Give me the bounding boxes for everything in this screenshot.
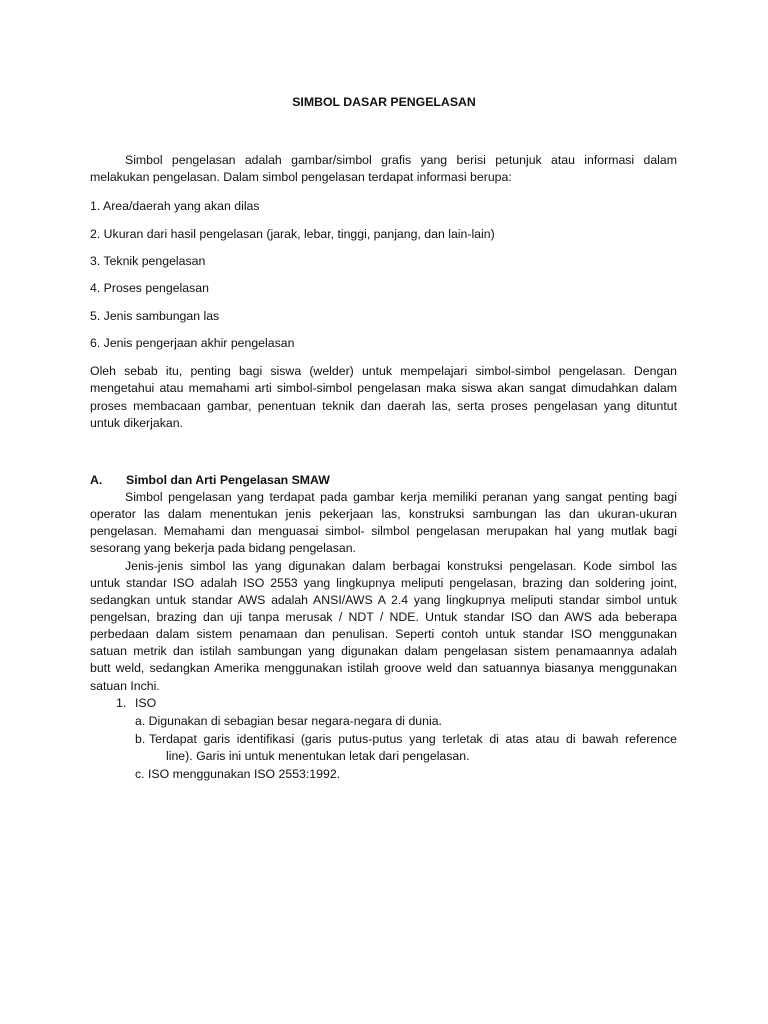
iso-item-b-marker: b. [135,732,146,746]
section-a-para2-line: Jenis-jenis simbol las yang digunakan dalam berbagai konstruksi pengelasan. Kode simbol las [125,559,677,573]
section-a-para2-line: butt weld, sedangkan Amerika menggunakan istilah groove weld dan satuannya biasanya menggunakan [90,661,677,675]
section-a-para2-line: pengelsan, brazing dan uji tanpa merusak / NDT / NDE. Untuk standar ISO dan AWS ada beberapa [90,610,677,624]
info-list-item: 6. Jenis pengerjaan akhir pengelasan [90,336,295,350]
info-list-item: 1. Area/daerah yang akan dilas [90,199,260,213]
section-a-para2-line: satuan metrik dan istilah sambungan yang digunakan dalam pengelasan sistem penamaannya adalah [90,644,677,658]
section-a-para2-line: satuan Inchi. [90,679,160,693]
section-a-para1-line: operator las dalam menentukan jenis pekerjaan las, konstruksi sambungan las dan ukuran-ukuran [90,507,677,521]
section-a-para2-line: untuk standar ISO adalah ISO 2553 yang lingkupnya meliputi pengelasan, brazing dan soldering joint, [90,576,677,590]
iso-item-b-line-2: line). Garis ini untuk menentukan letak dari pengelasan. [166,749,470,763]
iso-number: 1. [116,696,127,710]
iso-item-c: c. ISO menggunakan ISO 2553:1992. [135,767,341,781]
info-list-item: 5. Jenis sambungan las [90,309,220,323]
document-title: SIMBOL DASAR PENGELASAN [292,95,476,109]
intro-line-2: melakukan pengelasan. Dalam simbol pengelasan terdapat informasi berupa: [90,170,512,184]
intro-line-1: Simbol pengelasan adalah gambar/simbol grafis yang berisi petunjuk atau informasi dalam [125,153,677,167]
iso-item-a: a. Digunakan di sebagian besar negara-negara di dunia. [135,714,442,728]
closing-line-1: Oleh sebab itu, penting bagi siswa (welder) untuk mempelajari simbol-simbol pengelasan. Dengan [90,364,677,378]
closing-line-3: proses membacaan gambar, penentuan teknik dan daerah las, serta proses pengelasan yang dituntut [90,399,677,413]
section-a-para1-line: pengelasan. Memahami dan menguasai simbol- silmbol pengelasan merupakan hal yang mutlak bagi [90,524,677,538]
section-a-para2-line: perbedaan dalam sistem penamaan dan penulisan. Seperti contoh untuk standar ISO menggunakan [90,627,677,641]
section-a-para1-line: sesorang yang bekerja pada bidang pengelasan. [90,541,356,555]
section-a-para1-line: Simbol pengelasan yang terdapat pada gambar kerja memiliki peranan yang sangat penting bagi [125,490,677,504]
iso-label: ISO [135,696,157,710]
closing-line-4: untuk dikerjakan. [90,416,183,430]
info-list-item: 3. Teknik pengelasan [90,254,206,268]
section-a-letter: A. [90,473,103,487]
info-list-item: 4. Proses pengelasan [90,281,209,295]
iso-item-b-line-1: Terdapat garis identifikasi (garis putus-putus yang terletak di atas atau di bawah reference [149,732,677,746]
closing-line-2: mengetahui atau memahami arti simbol-simbol pengelasan maka siswa akan sangat dimudahkan dalam [90,381,677,395]
info-list-item: 2. Ukuran dari hasil pengelasan (jarak, lebar, tinggi, panjang, dan lain-lain) [90,227,495,241]
section-a-para2-line: sedangkan untuk standar AWS adalah ANSI/AWS A 2.4 yang lingkupnya meliputi standar simbol untuk [90,593,677,607]
section-a-heading: Simbol dan Arti Pengelasan SMAW [126,473,330,487]
